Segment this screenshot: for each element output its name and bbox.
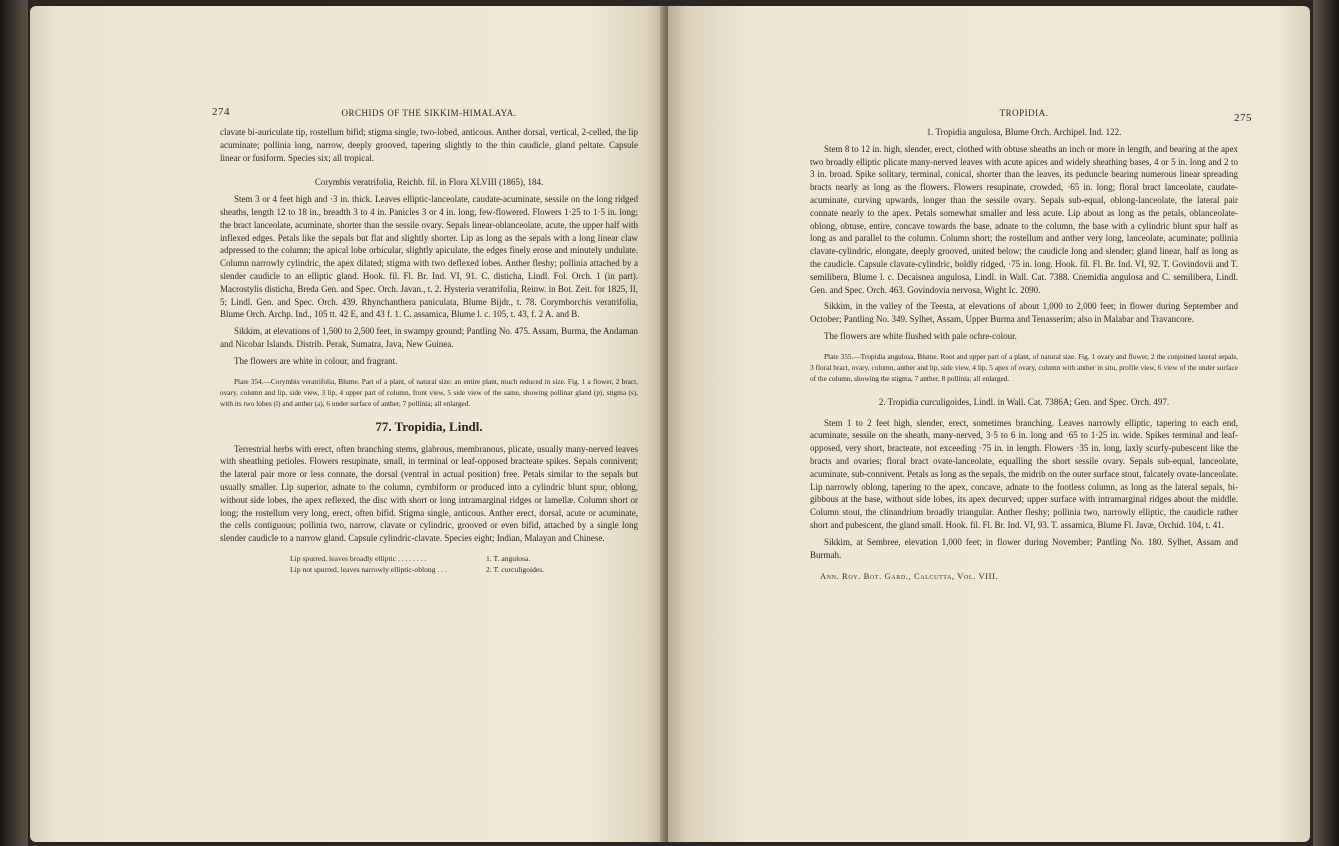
species-heading: 2. Tropidia curculigoides, Lindl. in Wall. Cat. 7386A; Gen. and Spec. Orch. 497.: [878, 396, 1170, 407]
paragraph: Sikkim, at elevations of 1,500 to 2,500 feet, in swampy ground; Pantling No. 475. Assam, Burma, the Andaman and Nicobar Islands. Distrib. Perak, Sumatra, Java, New Guinea.: [220, 326, 638, 349]
book-edge-right: [1313, 0, 1339, 846]
left-page: [30, 6, 666, 842]
species-key: [220, 553, 638, 575]
key-row: [290, 564, 638, 575]
page-number: 275: [1234, 112, 1252, 124]
paragraph: Sikkim, in the valley of the Teesta, at elevations of about 1,000 to 2,000 feet; in flower during September and October; Pantling No. 349. Sylhet, Assam, Upper Burma and Tenasserim; also in Malabar and Travancore.: [810, 301, 1238, 325]
paragraph: Stem 8 to 12 in. high, slender, erect, clothed with obtuse sheaths an inch or more in length, and bearing at the apex two broadly elliptic plicate many-nerved leaves with acute apices and widely sheathing bases, 4 or 5 in. long and 2 to 3 in. broad. Spike solitary, terminal, conical, shorter than the leaves, its peduncle bearing numerous linear spreading bracts nearly as long as the flowers. Flowers resupinate, crowded, ·65 in. long; floral bract lanceolate, caudate-acuminate, curving upwards, longer than the sessile ovary. Sepals sub-equal, oblong-lanceolate, the lateral pair connate nearly to the apex. Petals somewhat smaller and less acute. Lip about as long as the petals, oblanceolate-oblong, obtuse, entire, concave towards the base, adnate to the column, the base with a cylindric blunt spur half as long as and parallel to the column. Column short; the rostellum and anther very long, lanceolate, acuminate; pollinia clavate-cylindric, elongate, deeply grooved, united below; the caudicle long and slender; gland linear, half as long as the caudicle. Capsule clavate-cylindric, boldly ridged, ·75 in. long. Hook. fil. Fl. Br. Ind. VI, 92. T. Govindovii and T. semilibera, Blume l. c. Decaisnea angulosa, Lindl. in Wall. Cat. 7388. Cnemidia angulosa and C. semilibera, Lindl. Gen. and Spec. Orch. 463. Govindovia nervosa, Wight Ic. 2090.: [810, 143, 1238, 295]
right-page: [668, 6, 1310, 842]
species-heading: 1. Tropidia angulosa, Blume Orch. Archipel. Ind. 122.: [926, 127, 1122, 137]
species-heading: Corymbis veratrifolia, Reichb. fil. in Flora XLVIII (1865), 184.: [314, 177, 544, 188]
paragraph: Terrestrial herbs with erect, often branching stems, glabrous, membranous, plicate, usually many-nerved leaves with sheathing petioles. Flowers resupinate, small, in terminal or leaf-opposed bracteate spikes. Sepals connivent; the lateral pair more or less connate, the dorsal (ventral in actual position) free. Petals similar to the sepals but usually smaller. Lip superior, adnate to the column, cymbiform or produced into a cylindric blunt spur, oblong, without side lobes, the apex reflexed, the disc with short or long intramarginal ridges or lamellæ. Column short or long; the rostellum very long, erect, often bifid. Stigma single, anticous. Anther erect, dorsal, acute or acuminate, the cells contiguous; pollinia two, narrow, clavate or cylindric, grooved or even bifid, attached by a single long slender caudicle to a narrow gland. Capsule cylindric-clavate. Species eight; Indian, Malayan and Chinese.: [220, 443, 638, 544]
section-title: 77. Tropidia, Lindl.: [375, 418, 483, 434]
paragraph: The flowers are white in colour, and fragrant.: [234, 355, 398, 366]
key-row: [290, 553, 638, 564]
paragraph: Sikkim, at Sembree, elevation 1,000 feet; in flower during November; Pantling No. 180. Sylhet, Assam and Burmah.: [810, 536, 1238, 560]
key-text: Lip spurred, leaves broadly elliptic . . . . . . . .: [290, 553, 427, 563]
footer-citation: Ann. Roy. Bot. Gard., Calcutta, Vol. VIII.: [820, 571, 999, 582]
left-page-text: [212, 106, 638, 575]
key-result: 1. T. angulosa.: [486, 553, 531, 563]
plate-caption: Plate 354.—Corymbis veratrifolia, Blume. Part of a plant, of natural size: an entire plant, much reduced in size. Fig. 1 a flower, 2 bract, ovary, column and lip, side view, 3 lip, 4 upper part of column, front view, 5 side view of the same, showing pollinar gland (p), stigma (s), with its two lobes (l) and anther (a), 6 under surface of anther, 7 pollinia; all enlarged.: [220, 376, 638, 408]
running-head: TROPIDIA.: [999, 108, 1049, 118]
running-head: ORCHIDS OF THE SIKKIM-HIMALAYA.: [341, 108, 517, 118]
page-number: 274: [212, 106, 230, 118]
paragraph: Stem 1 to 2 feet high, slender, erect, sometimes branching. Leaves narrowly elliptic, tapering to each end, acuminate, sessile on the sheath, many-nerved, 3·5 to 6 in. long and ·65 to 1·25 in. wide. Spikes terminal and leaf-opposed, very short, bracteate, not exceeding ·75 in. in length. Flowers ·35 in. long, laxly scurfy-pubescent like the bracts and ovaries; floral bract ovate-lanceolate, equalling the short sessile ovary. Sepals sub-equal, lanceolate, acuminate, sub-connivent. Petals as long as the sepals, the midrib on the outer surface stout, falcately ovate-lanceolate. Lip narrowly oblong, tapering to the apex, concave, adnate to the footless column, as long as the lateral sepals, bi-gibbous at the base, without side lobes, its apex decurved; upper surface with intramarginal ridges about the middle. Column stout, the clinandrium broadly triangular. Anther fleshy; pollinia two, narrowly elliptic, the caudicle rather short and pubescent, the gland small. Hook. fil. Fl. Br. Ind. VI, 93. T. assamica, Blume Fl. Javæ, Orchid. 104, t. 41.: [810, 417, 1238, 530]
left-page-header: [212, 106, 638, 126]
paragraph: The flowers are white flushed with pale ochre-colour.: [824, 330, 1017, 341]
paragraph: clavate bi-auriculate tip, rostellum bifid; stigma single, two-lobed, anticous. Anther dorsal, vertical, 2-celled, the lip acuminate; pollinia long, narrow, deeply grooved, tapering slightly to the thin caudicle, gland peltate. Capsule linear or fusiform. Species six; all tropical.: [220, 127, 638, 163]
right-page-header: [810, 106, 1252, 126]
book-edge-left: [0, 0, 28, 846]
key-result: 2. T. curculigoides.: [486, 564, 545, 574]
paragraph: Stem 3 or 4 feet high and ·3 in. thick. Leaves elliptic-lanceolate, caudate-acuminate, sessile on the long ridged sheaths, length 12 to 18 in., breadth 3 to 4 in. Panicles 3 or 4 in. long, few-flowered. Flowers 1·25 to 1·5 in. long; the bract lanceolate, acuminate, shorter than the sessile ovary. Sepals linear-oblanceolate, acute, the upper half with inflexed edges. Petals like the sepals but flat and slightly shorter. Lip as long as the sepals with a long linear claw adpressed to the column; the apical lobe orbicular, slightly apiculate, the edges finely erose and minutely undulate. Column narrowly cylindric, the apex dilated; stigma with two deflexed lobes. Anther fleshy; pollinia attached by a slender caudicle to an elliptic gland. Hook. fil. Fl. Br. Ind. VI, 91. C. disticha, Lindl. Fol. Orch. 1 (in part). Macrostylis disticha, Breda Gen. and Spec. Orch. Javan., t. 2. Hysteria veratrifolia, Reinw. in Bot. Zeit. for 1825, II, 5; Lindl. Gen. and Spec. Orch. 439. Rhynchanthera paniculata, Blume Bijdr., t. 78. Corymborchis veratrifolia, Blume Orch. Archp. Ind., 105 tt. 42 E, and 43 f. 1. C. assamica, Blume l. c. 105, t. 43, f. 2 A. and B.: [220, 194, 638, 320]
plate-caption: Plate 355.—Tropidia angulosa, Blume. Root and upper part of a plant, of natural size. Fig. 1 ovary and flower, 2 the conjoined lateral sepals, 3 floral bract, ovary, column, anther and lip, side view, 4 lip, 5 apex of ovary, column with anther in situ, profile view, 6 view of the under surface of the column, showing the stigma, 7 anther, 8 pollinia; all enlarged.: [810, 351, 1238, 383]
right-page-text: [810, 106, 1252, 582]
key-text: Lip not spurred, leaves narrowly elliptic-oblong . . .: [290, 564, 447, 574]
